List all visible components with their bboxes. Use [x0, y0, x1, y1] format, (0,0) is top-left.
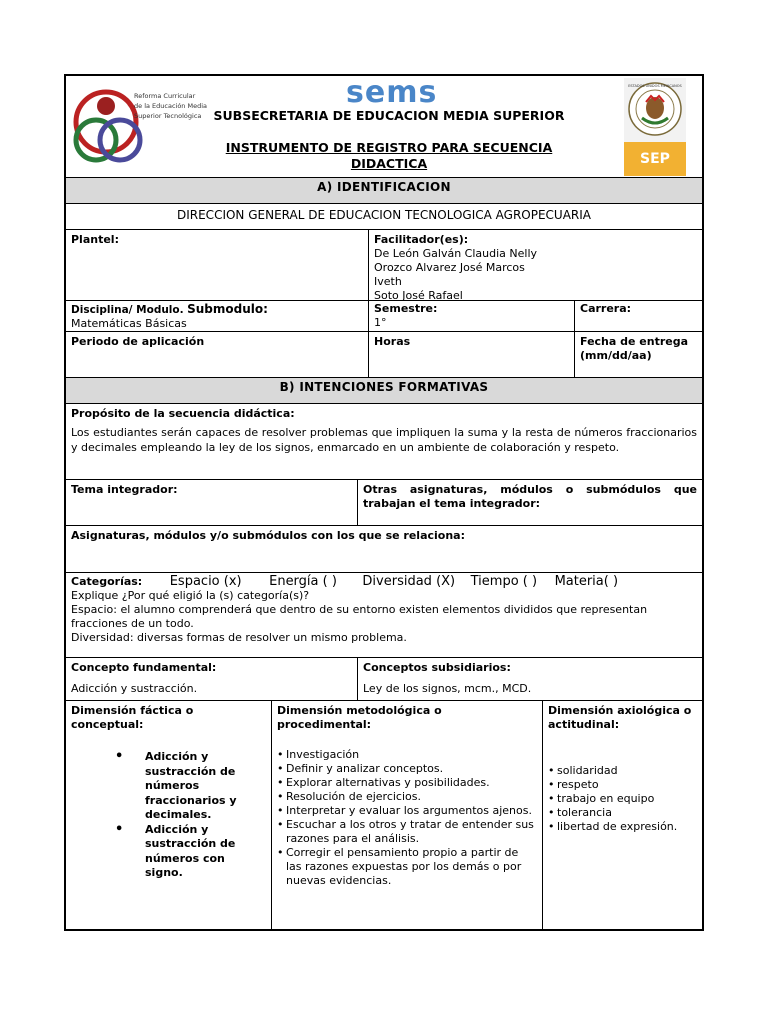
list-item: • Definir y analizar conceptos. [277, 762, 537, 776]
otras-label: Otras asignaturas, módulos o submódulos que trabajan el tema integrador: [363, 483, 697, 510]
axiologica-cell [542, 701, 702, 929]
tema-cell [66, 480, 357, 525]
categoria-espacio: Espacio (x) [169, 574, 242, 589]
axiologica-label: Dimensión axiológica o actitudinal: [548, 704, 692, 731]
tema-row [66, 479, 702, 525]
facilitador-name: Iveth [374, 275, 402, 288]
plantel-row [66, 229, 702, 300]
metodologica-cell [271, 701, 542, 929]
proposito-row [66, 403, 702, 479]
logo-left-line-1: Reforma Curricular [134, 92, 196, 100]
disciplina-cell [66, 301, 368, 331]
proposito-label: Propósito de la secuencia didáctica: [71, 407, 295, 420]
concepto-row [66, 657, 702, 700]
periodo-label: Periodo de aplicación [71, 335, 205, 348]
categorias-row [66, 572, 702, 657]
list-item: • solidaridad [548, 764, 697, 778]
tema-label: Tema integrador: [71, 483, 178, 496]
facilitador-cell [368, 230, 702, 300]
list-item: • Resolución de ejercicios. [277, 790, 537, 804]
list-item: • libertad de expresión. [548, 820, 697, 834]
list-item: • Investigación [277, 748, 537, 762]
periodo-cell [66, 332, 368, 377]
list-item: • Interpretar y evaluar los argumentos ajenos. [277, 804, 537, 818]
periodo-row [66, 331, 702, 377]
list-item: • Corregir el pensamiento propio a partir de las razones expuestas por los demás o por nuevas evidencias. [277, 846, 537, 888]
proposito-text: Los estudiantes serán capaces de resolver problemas que impliquen la suma y la resta de números fraccionarios y decimales empleando la ley de los signos, enmarcado en un ambiente de colaboración y respeto. [71, 426, 697, 454]
sems-logo-text: sems [346, 75, 438, 110]
list-item: • Escuchar a los otros y tratar de entender sus razones para el análisis. [277, 818, 537, 846]
explique-text: Explique ¿Por qué eligió la (s) categoría(s)? [71, 589, 310, 602]
list-item: • Adicción y sustracción de números con signo. [115, 823, 266, 881]
list-item: • respeto [548, 778, 697, 792]
sep-badge [624, 142, 686, 176]
plantel-label: Plantel: [71, 233, 119, 246]
sep-logo-text: SEP [640, 151, 670, 167]
carrera-cell [574, 301, 702, 331]
section-a-title: A) IDENTIFICACION [317, 180, 451, 194]
sep-logo [624, 78, 686, 176]
factica-label: Dimensión fáctica o conceptual: [71, 704, 194, 731]
direccion-row [66, 203, 702, 229]
header [66, 76, 702, 177]
dimensiones-row [66, 700, 702, 929]
disciplina-row [66, 300, 702, 331]
list-item: • Explorar alternativas y posibilidades. [277, 776, 537, 790]
reforma-curricular-logo [68, 78, 208, 176]
facilitador-name: De León Galván Claudia Nelly [374, 247, 538, 260]
facilitador-name: Soto José Rafael [374, 289, 463, 302]
categorias-cell [66, 573, 702, 657]
axiologica-list [548, 764, 697, 834]
section-a-heading [66, 177, 702, 203]
document-form [64, 74, 704, 931]
carrera-label: Carrera: [580, 302, 632, 315]
concepto-value: Adicción y sustracción. [71, 682, 198, 695]
list-item: • trabajo en equipo [548, 792, 697, 806]
mexico-seal-icon [624, 78, 686, 140]
fecha-cell [574, 332, 702, 377]
subsidiarios-label: Conceptos subsidiarios: [363, 661, 511, 674]
proposito-cell [66, 404, 702, 479]
categoria-materia: Materia( ) [554, 574, 619, 589]
semestre-cell [368, 301, 574, 331]
metodologica-label: Dimensión metodológica o procedimental: [277, 704, 442, 731]
direccion-text: DIRECCION GENERAL DE EDUCACION TECNOLOGICA AGROPECUARIA [176, 208, 592, 222]
subsidiarios-cell [357, 658, 702, 700]
section-b-title: B) INTENCIONES FORMATIVAS [279, 380, 489, 394]
horas-cell [368, 332, 574, 377]
instrument-title-line-1: INSTRUMENTO DE REGISTRO PARA SECUENCIA [225, 140, 553, 155]
categoria-energia: Energía ( ) [269, 574, 337, 589]
metodologica-list [277, 748, 537, 888]
fecha-label: Fecha de entrega [580, 335, 689, 348]
diversidad-explanation: Diversidad: diversas formas de resolver un mismo problema. [71, 631, 407, 644]
seal-text: ESTADOS UNIDOS MEXICANOS [628, 84, 682, 88]
categoria-tiempo: Tiempo ( ) [470, 574, 538, 589]
logo-left-line-2: de la Educación Media [134, 102, 208, 110]
fecha-format: (mm/dd/aa) [580, 349, 652, 362]
disciplina-value: Matemáticas Básicas [71, 317, 187, 330]
asignaturas-cell [66, 526, 702, 572]
submodulo-label: Submodulo: [187, 302, 268, 316]
factica-cell [66, 701, 271, 929]
otras-cell [357, 480, 702, 525]
espacio-explanation: Espacio: el alumno comprenderá que dentro de su entorno existen elementos divididos que representan fracciones de un todo. [71, 603, 648, 630]
asignaturas-row [66, 525, 702, 572]
semestre-label: Semestre: [374, 302, 438, 315]
concepto-cell [66, 658, 357, 700]
categorias-label: Categorías: [71, 575, 143, 588]
facilitador-name: Orozco Alvarez José Marcos [374, 261, 525, 274]
semestre-value: 1° [374, 316, 387, 329]
list-item: • Adicción y sustracción de números fraccionarios y decimales. [115, 750, 266, 823]
concepto-label: Concepto fundamental: [71, 661, 217, 674]
plantel-cell [66, 230, 368, 300]
facilitador-label: Facilitador(es): [374, 233, 469, 246]
asignaturas-label: Asignaturas, módulos y/o submódulos con los que se relaciona: [71, 529, 465, 542]
categoria-diversidad: Diversidad (X) [362, 574, 456, 589]
subsidiarios-value: Ley de los signos, mcm., MCD. [363, 682, 532, 695]
logo-left-line-3: Superior Tecnológica [134, 112, 202, 120]
list-item: • tolerancia [548, 806, 697, 820]
header-title: SUBSECRETARIA DE EDUCACION MEDIA SUPERIOR [213, 108, 565, 123]
instrument-title-line-2: DIDACTICA [350, 156, 428, 171]
horas-label: Horas [374, 335, 411, 348]
sems-logo [346, 75, 438, 110]
disciplina-label: Disciplina/ Modulo. [71, 304, 184, 316]
factica-list [115, 750, 266, 881]
section-b-heading [66, 377, 702, 403]
